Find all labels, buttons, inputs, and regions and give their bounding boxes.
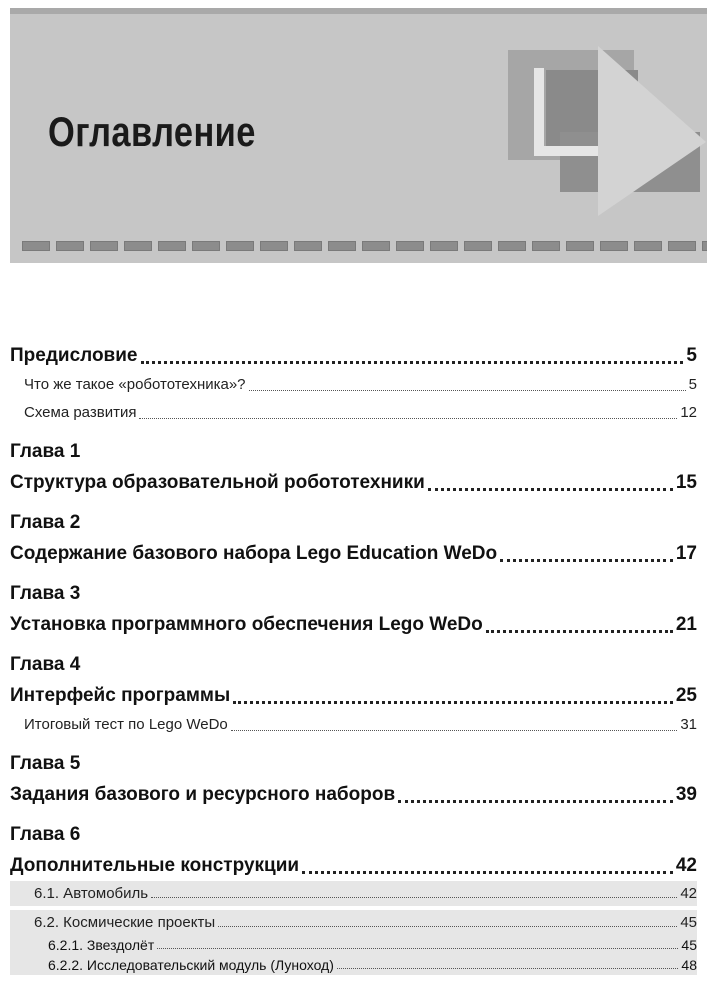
toc-entry-what-is[interactable] xyxy=(10,371,697,399)
dot-leader xyxy=(398,800,673,803)
toc-entry-ch4[interactable] xyxy=(10,680,697,711)
chapter-heading-1: Глава 1 xyxy=(10,441,81,462)
dash-segment xyxy=(56,241,84,251)
toc-entry-label: Что же такое «робототехника»? xyxy=(24,376,246,393)
toc-page-number: 48 xyxy=(681,957,697,973)
toc-entry-ch6[interactable] xyxy=(10,850,697,881)
arrow-graphic-icon xyxy=(500,36,707,236)
dash-segment xyxy=(226,241,254,251)
toc-entry-scheme[interactable] xyxy=(10,399,697,427)
spacer xyxy=(10,640,697,649)
chapter-heading-6: Глава 6 xyxy=(10,824,81,845)
toc-entry-ch4-test[interactable] xyxy=(10,711,697,739)
header-banner xyxy=(10,8,707,263)
dash-segment xyxy=(328,241,356,251)
toc-entry-ch2[interactable] xyxy=(10,538,697,569)
toc-page-number: 21 xyxy=(675,614,697,635)
toc-page-number: 5 xyxy=(688,376,697,393)
dot-leader xyxy=(233,701,673,704)
toc-entry-6-2-2[interactable] xyxy=(10,955,697,975)
dot-leader xyxy=(486,630,673,633)
dash-segment xyxy=(566,241,594,251)
toc-page-number: 45 xyxy=(681,937,697,953)
toc-entry-label: Установка программного обеспечения Lego WeDo xyxy=(10,614,483,635)
spacer xyxy=(10,498,697,507)
toc-page-number: 25 xyxy=(675,685,697,706)
dot-leader xyxy=(428,488,673,491)
toc-entry-label: 6.1. Автомобиль xyxy=(34,885,149,902)
dash-segment xyxy=(464,241,492,251)
toc-entry-ch3[interactable] xyxy=(10,609,697,640)
dot-leader xyxy=(218,926,677,927)
toc-entry-label: Интерфейс программы xyxy=(10,685,231,706)
spacer xyxy=(10,810,697,819)
page-title: Оглавление xyxy=(48,108,256,155)
dot-leader xyxy=(302,871,673,874)
toc-entry-label: Схема развития xyxy=(24,404,137,421)
banner-top-edge xyxy=(10,8,707,14)
toc-entry-label: 6.2. Космические проекты xyxy=(34,914,216,931)
toc-entry-6-1[interactable] xyxy=(10,881,697,906)
toc-entry-ch1[interactable] xyxy=(10,467,697,498)
toc-entry-label: Структура образовательной робототехники xyxy=(10,472,425,493)
dash-segment xyxy=(430,241,458,251)
spacer xyxy=(10,569,697,578)
toc-entry-label: 6.2.2. Исследовательский модуль (Луноход) xyxy=(48,957,334,973)
dash-segment xyxy=(600,241,628,251)
spacer xyxy=(10,739,697,748)
toc-entry-label: Задания базового и ресурсного наборов xyxy=(10,784,396,805)
dot-leader xyxy=(337,968,679,969)
dash-segment xyxy=(668,241,696,251)
toc-page-number: 42 xyxy=(680,885,697,902)
toc-page-number: 12 xyxy=(680,404,697,421)
dot-leader xyxy=(249,390,686,391)
table-of-contents xyxy=(10,340,697,975)
chapter-heading-5: Глава 5 xyxy=(10,753,81,774)
dash-segment xyxy=(90,241,118,251)
dot-leader xyxy=(151,897,677,898)
dot-leader xyxy=(141,361,684,364)
spacer xyxy=(10,427,697,436)
dot-leader xyxy=(500,559,673,562)
dash-segment xyxy=(634,241,662,251)
toc-entry-6-2-1[interactable] xyxy=(10,935,697,955)
dash-segment xyxy=(22,241,50,251)
toc-page-number: 39 xyxy=(675,784,697,805)
dash-segment xyxy=(192,241,220,251)
dash-strip xyxy=(22,241,707,251)
toc-page-number: 31 xyxy=(680,716,697,733)
toc-entry-ch5[interactable] xyxy=(10,779,697,810)
dash-segment xyxy=(124,241,152,251)
toc-entry-6-2[interactable] xyxy=(10,910,697,935)
toc-page-number: 15 xyxy=(675,472,697,493)
toc-page-number: 45 xyxy=(680,914,697,931)
toc-entry-label: Итоговый тест по Lego WeDo xyxy=(24,716,228,733)
chapter-heading-2: Глава 2 xyxy=(10,512,81,533)
dot-leader xyxy=(231,730,678,731)
dash-segment xyxy=(294,241,322,251)
toc-entry-label: Дополнительные конструкции xyxy=(10,855,300,876)
dash-segment xyxy=(532,241,560,251)
toc-entry-preface[interactable] xyxy=(10,340,697,371)
toc-page-number: 5 xyxy=(686,345,697,366)
graphic-bar-white-v xyxy=(534,68,544,156)
dot-leader xyxy=(139,418,677,419)
toc-entry-label: 6.2.1. Звездолёт xyxy=(48,937,155,953)
dot-leader xyxy=(157,948,678,949)
chapter-heading-3: Глава 3 xyxy=(10,583,81,604)
dash-segment xyxy=(498,241,526,251)
toc-entry-label: Предисловие xyxy=(10,345,138,366)
dash-segment xyxy=(158,241,186,251)
toc-page-number: 42 xyxy=(675,855,697,876)
dash-segment xyxy=(702,241,707,251)
dash-segment xyxy=(362,241,390,251)
graphic-bar-white-h xyxy=(534,146,598,156)
toc-page-number: 17 xyxy=(675,543,697,564)
dash-segment xyxy=(260,241,288,251)
toc-entry-label: Содержание базового набора Lego Education WeDo xyxy=(10,543,498,564)
dash-segment xyxy=(396,241,424,251)
chapter-heading-4: Глава 4 xyxy=(10,654,81,675)
